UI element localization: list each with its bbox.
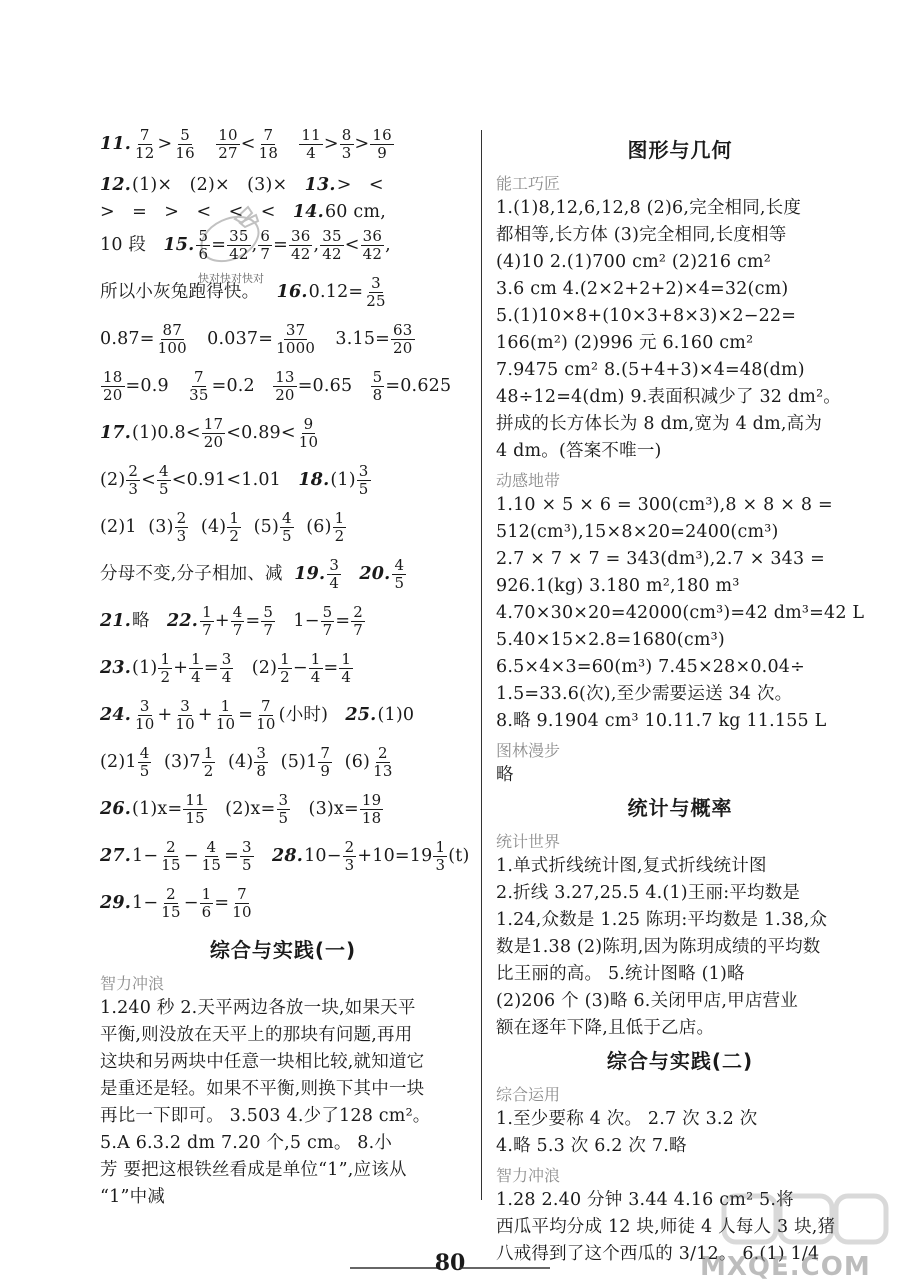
subsection-heading: 动感地带 <box>496 471 561 490</box>
answer-line: 平衡,则没放在天平上的那块有问题,再用 <box>100 1025 413 1045</box>
answer-line: 这块和另两块中任意一块相比较,就知道它 <box>100 1052 425 1072</box>
answer-line: 八戒得到了这个西瓜的 3/12。 6.(1) 1/4 <box>496 1244 820 1264</box>
subsection-heading: 智力冲浪 <box>100 974 165 993</box>
answer-line: (2)206 个 (3)略 6.关闭甲店,甲店营业 <box>496 991 798 1011</box>
answer-line: 512(cm³),15×8×20=2400(cm³) <box>496 522 779 542</box>
answer-line: 12.(1)× (2)× (3)× 13.> < <box>100 175 384 195</box>
stamp-caption: 快对快对快对 <box>198 272 264 285</box>
answer-line: (2) $\frac{2}{3}$ < $\frac{4}{5}$ <0.91<1.01 18.(1) $\frac{3}{5}$ <box>100 462 369 498</box>
answer-line: 1.24,众数是 1.25 陈玥:平均数是 1.38,众 <box>496 910 828 930</box>
answer-line: 29.1− $\frac{2}{15}$ − $\frac{1}{6}$ = $\frac{7}{10}$ <box>100 885 252 921</box>
column-divider <box>481 130 482 1200</box>
answer-line: 比王丽的高。 5.统计图略 (1)略 <box>496 964 745 984</box>
subsection-heading: 图林漫步 <box>496 741 561 760</box>
subsection-heading: 智力冲浪 <box>496 1166 561 1185</box>
answer-line: $\frac{18}{20}$ =0.9 $\frac{7}{35}$ =0.2 $\frac{13}{20}$ =0.65 $\frac{5}{8}$ =0.625 <box>103 368 452 404</box>
answer-line: 1.(1)8,12,6,12,8 (2)6,完全相同,长度 <box>496 198 802 218</box>
subsection-heading: 统计世界 <box>496 832 561 851</box>
answer-line: 4 dm。(答案不唯一) <box>496 441 662 461</box>
answer-line: 拼成的长方体长为 8 dm,宽为 4 dm,高为 <box>496 414 823 434</box>
answer-line: 略 <box>496 765 514 785</box>
answer-line: 再比一下即可。 3.503 4.少了128 cm²。 <box>100 1106 431 1126</box>
answer-line: 2.折线 3.27,25.5 4.(1)王丽:平均数是 <box>496 883 801 903</box>
section-title: 综合与实践(二) <box>606 1049 754 1073</box>
right-column <box>496 128 864 1271</box>
answer-line: 0.87= $\frac{87}{100}$ 0.037= $\frac{37}{1000}$ 3.15= $\frac{63}{20}$ <box>100 321 413 357</box>
answer-line: 芳 要把这根铁丝看成是单位“1”,应该从 <box>100 1160 407 1180</box>
answer-line: 10 段 15. $\frac{5}{6}$ = $\frac{35}{42}$ , $\frac{6}{7}$ = $\frac{36}{42}$ , $\frac{35}{42}$ < $\frac{36}{42}$ , <box>100 227 391 263</box>
answer-line: (4)10 2.(1)700 cm² (2)216 cm² <box>496 252 772 272</box>
answer-line: 5.40×15×2.8=1680(cm³) <box>496 630 725 650</box>
answer-line: 6.5×4×3=60(m³) 7.45×28×0.04÷ <box>496 657 805 677</box>
answer-line: 2.7 × 7 × 7 = 343(dm³),2.7 × 343 = <box>496 549 825 569</box>
answer-line: > = > < < < 14.60 cm, <box>100 202 386 222</box>
answer-line: “1”中减 <box>100 1187 166 1207</box>
answer-line: 额在逐年下降,且低于乙店。 <box>496 1018 715 1038</box>
answer-line: 都相等,长方体 (3)完全相同,长度相等 <box>496 225 787 245</box>
section-title: 图形与几何 <box>627 138 733 162</box>
ornament-right <box>460 1266 550 1270</box>
answer-line: 1.单式折线统计图,复式折线统计图 <box>496 856 767 876</box>
answer-line: 48÷12=4(dm) 9.表面积减少了 32 dm²。 <box>496 387 842 407</box>
answer-line: 17.(1)0.8< $\frac{17}{20}$ <0.89< $\frac{9}{10}$ <box>100 415 319 451</box>
answer-line: 23.(1) $\frac{1}{2}$ + $\frac{1}{4}$ = $\frac{3}{4}$ (2) $\frac{1}{2}$ − $\frac{1}{4}$ = $\frac{1}{4}$ <box>100 650 352 686</box>
answer-line: 1.10 × 5 × 6 = 300(cm³),8 × 8 × 8 = <box>496 495 833 515</box>
answer-line: (2)1 (3) $\frac{2}{3}$ (4) $\frac{1}{2}$ (5) $\frac{4}{5}$ (6) $\frac{1}{2}$ <box>100 509 345 545</box>
page-number: 80 <box>434 1250 466 1276</box>
answer-line: (2)1 $\frac{4}{5}$ (3)7 $\frac{1}{2}$ (4) $\frac{3}{8}$ (5)1 $\frac{7}{9}$ (6) $\frac{2}{13}$ <box>100 744 393 780</box>
answer-line: 5.(1)10×8+(10×3+8×3)×2−22= <box>496 306 797 326</box>
answer-line: 1.28 2.40 分钟 3.44 4.16 cm² 5.将 <box>496 1190 794 1210</box>
answer-line: 4.略 5.3 次 6.2 次 7.略 <box>496 1136 687 1156</box>
answer-line: 西瓜平均分成 12 块,师徒 4 人每人 3 块,猪 <box>496 1217 836 1237</box>
section-title: 统计与概率 <box>627 796 733 820</box>
left-column <box>100 126 470 1214</box>
answer-line: 166(m²) (2)996 元 6.160 cm² <box>496 333 754 353</box>
answer-line: 7.9475 cm² 8.(5+4+3)×4=48(dm) <box>496 360 805 380</box>
subsection-heading: 能工巧匠 <box>496 174 561 193</box>
answer-line: 24. $\frac{3}{10}$ + $\frac{3}{10}$ + $\frac{1}{10}$ = $\frac{7}{10}$ (小时) 25.(1)0 <box>100 697 415 733</box>
answer-line: 26.(1)x= $\frac{11}{15}$ (2)x= $\frac{3}{5}$ (3)x= $\frac{19}{18}$ <box>100 791 382 827</box>
subsection-heading: 综合运用 <box>496 1085 561 1104</box>
answer-line: 5.A 6.3.2 dm 7.20 个,5 cm。 8.小 <box>100 1133 393 1153</box>
answer-line: 4.70×30×20=42000(cm³)=42 dm³=42 L <box>496 603 865 623</box>
answer-line: 所以小灰兔跑得快。 16.0.12= $\frac{3}{25}$ <box>100 274 386 310</box>
answer-line: 11. $\frac{7}{12}$ > $\frac{5}{16}$ $\frac{10}{27}$ < $\frac{7}{18}$ $\frac{11}{4}$ > $\frac{8}{3}$ > $\frac{16}{9}$ <box>100 126 392 162</box>
answer-line: 926.1(kg) 3.180 m²,180 m³ <box>496 576 740 596</box>
answer-line: 1.240 秒 2.天平两边各放一块,如果天平 <box>100 998 416 1018</box>
answer-line: 1.至少要称 4 次。 2.7 次 3.2 次 <box>496 1109 758 1129</box>
answer-line: 27.1− $\frac{2}{15}$ − $\frac{4}{15}$ = $\frac{3}{5}$ 28.10− $\frac{2}{3}$ +10=19 $\frac{1}{3}$ (t) <box>100 838 470 874</box>
answer-line: 是重还是轻。如果不平衡,则换下其中一块 <box>100 1079 425 1099</box>
watermark-url: MXQE.COM <box>700 1252 871 1282</box>
answer-line: 3.6 cm 4.(2×2+2+2)×4=32(cm) <box>496 279 789 299</box>
answer-line: 21.略 22. $\frac{1}{7}$ + $\frac{4}{7}$ = $\frac{5}{7}$ 1− $\frac{5}{7}$ = $\frac{2}{7}$ <box>100 603 363 639</box>
section-title: 综合与实践(一) <box>209 938 357 962</box>
answer-line: 数是1.38 (2)陈玥,因为陈玥成绩的平均数 <box>496 937 821 957</box>
answer-line: 8.略 9.1904 cm³ 10.11.7 kg 11.155 L <box>496 711 827 731</box>
answer-line: 分母不变,分子相加、减 19. $\frac{3}{4}$ 20. $\frac{4}{5}$ <box>100 556 405 592</box>
answer-line: 1.5=33.6(次),至少需要运送 34 次。 <box>496 684 793 704</box>
